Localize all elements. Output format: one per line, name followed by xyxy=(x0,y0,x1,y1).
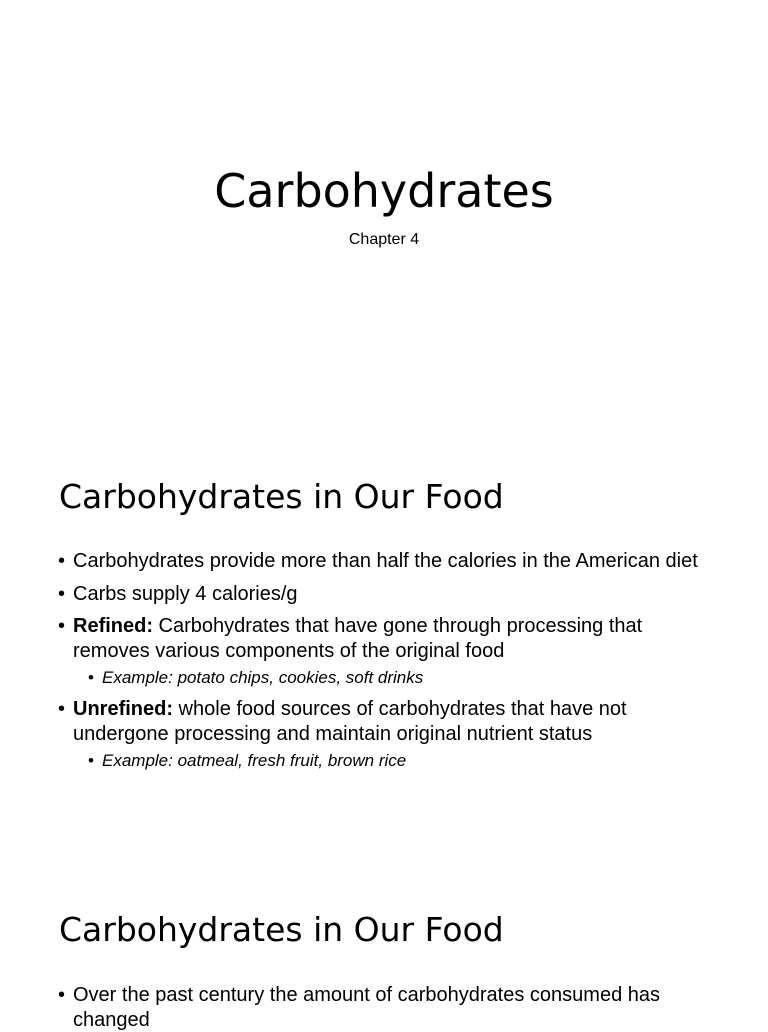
sub-bullet-list xyxy=(73,667,698,689)
bullet-text: Carbohydrates provide more than half the calories in the American diet xyxy=(73,550,698,572)
bullet-list xyxy=(58,549,698,772)
slide-subtitle: Chapter 4 xyxy=(348,231,420,248)
bullet-item xyxy=(58,614,698,689)
bullet-item xyxy=(58,549,698,574)
bullet-term: Refined: xyxy=(73,615,153,637)
section-title: Carbohydrates in Our Food xyxy=(59,477,504,516)
bullet-item xyxy=(58,983,698,1032)
bullet-text: Over the past century the amount of carbohydrates consumed has changed xyxy=(73,984,660,1031)
bullet-list xyxy=(58,983,698,1032)
bullet-item xyxy=(58,582,698,607)
sub-bullet-item xyxy=(73,667,698,689)
section-title: Carbohydrates in Our Food xyxy=(59,910,504,949)
sub-bullet-list xyxy=(73,750,698,772)
sub-bullet-text: Example: potato chips, cookies, soft drinks xyxy=(102,668,424,687)
slide-title: Carbohydrates xyxy=(214,164,554,218)
bullet-term: Unrefined: xyxy=(73,698,173,720)
bullet-item xyxy=(58,697,698,772)
bullet-text: whole food sources of carbohydrates that have not undergone processing and maintain original nutrient status xyxy=(73,698,627,745)
sub-bullet-item xyxy=(73,750,698,772)
bullet-text: Carbs supply 4 calories/g xyxy=(73,582,298,605)
sub-bullet-text: Example: oatmeal, fresh fruit, brown rice xyxy=(102,751,407,770)
bullet-text: Carbohydrates that have gone through processing that removes various components of the original food xyxy=(73,615,643,662)
